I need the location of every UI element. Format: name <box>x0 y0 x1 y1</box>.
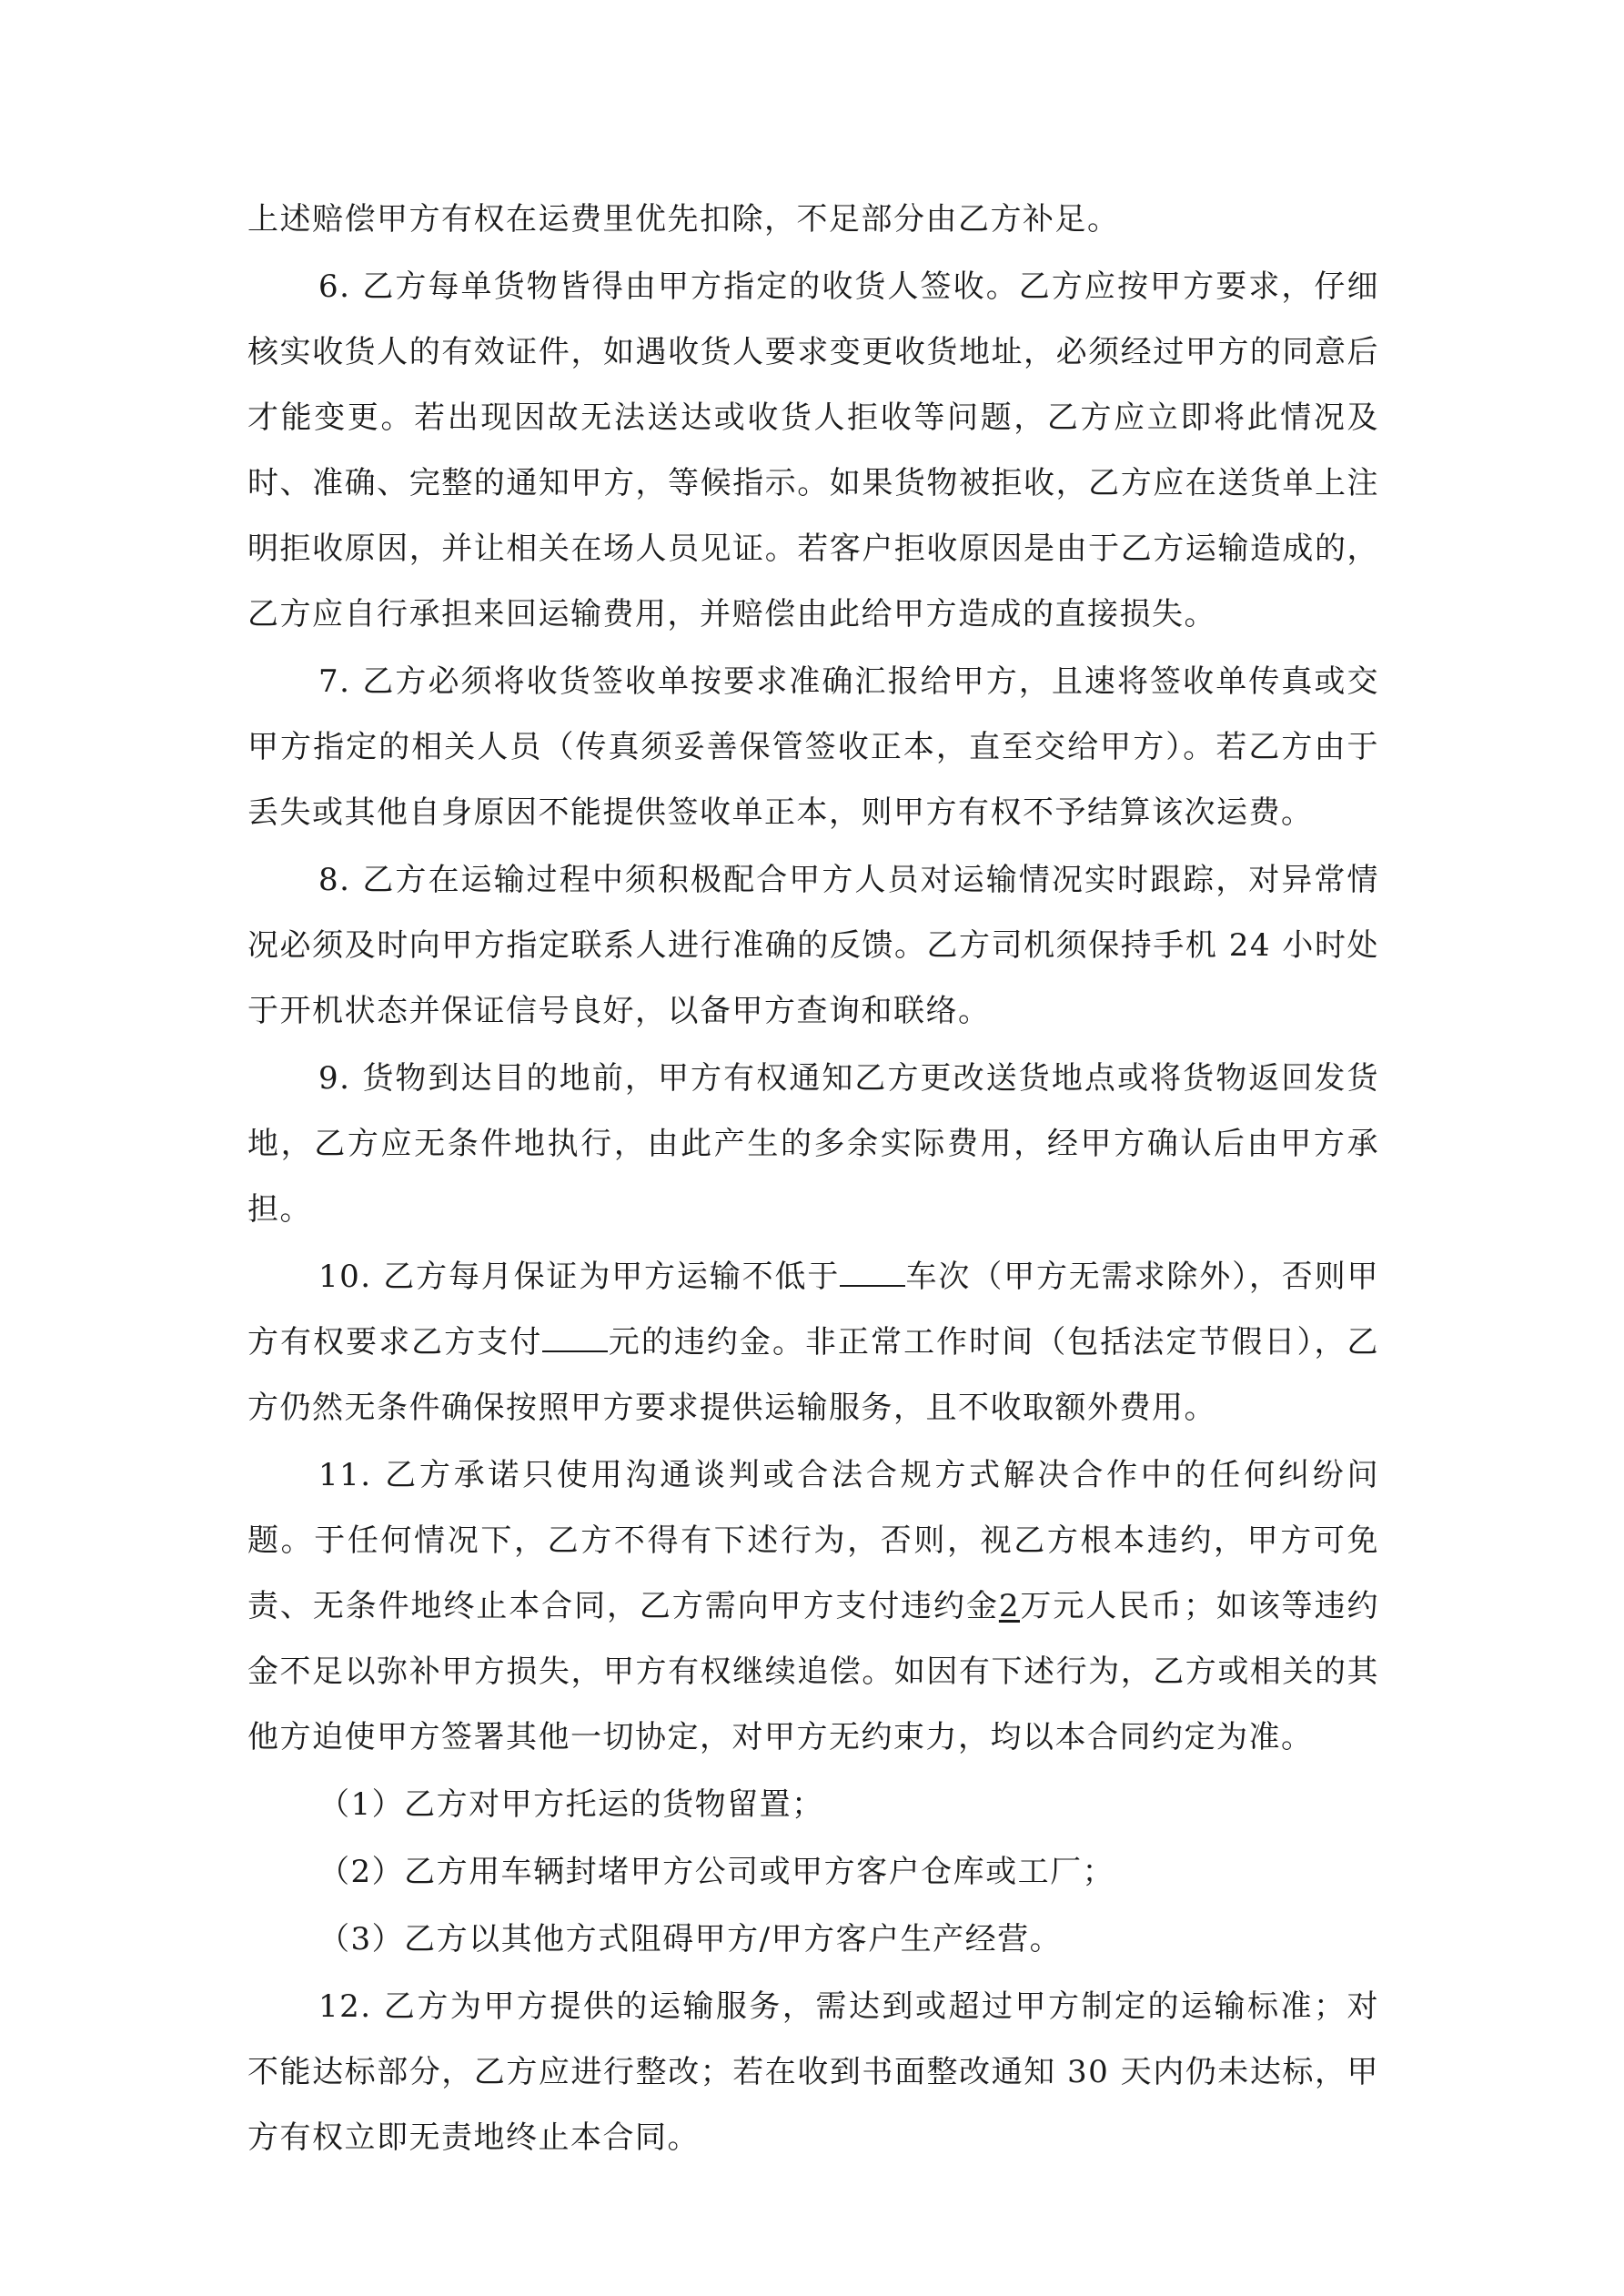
list-item: （3）乙方以其他方式阻碍甲方/甲方客户生产经营。 <box>318 1921 1063 1957</box>
clause-6: 6. 乙方每单货物皆得由甲方指定的收货人签收。乙方应按甲方要求，仔细核实收货人的有效证件，如遇收货人要求变更收货地址，必须经过甲方的同意后才能变更。若出现因故无法送达或收货人拒收等问题，乙方应立即将此情况及时、准确、完整的通知甲方，等候指示。如果货物被拒收，乙方应在送货单上注明拒收原因，并让相关在场人员见证。若客户拒收原因是由于乙方运输造成的，乙方应自行承担来回运输费用，并赔偿由此给甲方造成的直接损失。 <box>247 268 1379 632</box>
clause-7: 7. 乙方必须将收货签收单按要求准确汇报给甲方，且速将签收单传真或交甲方指定的相关人员（传真须妥善保管签收正本，直至交给甲方）。若乙方由于丢失或其他自身原因不能提供签收单正本，则甲方有权不予结算该次运费。 <box>247 663 1379 831</box>
clause-12: 12. 乙方为甲方提供的运输服务，需达到或超过甲方制定的运输标准；对不能达标部分，乙方应进行整改；若在收到书面整改通知 30 天内仍未达标，甲方有权立即无责地终止本合同。 <box>247 1988 1379 2156</box>
clause-11-text-2: 万元人民币；如该等违约金不足以弥补甲方损失，甲方有权继续追偿。如因有下述行为，乙方或相关的其他方迫使甲方签署其他一切协定，对甲方无约束力，均以本合同约定为准。 <box>247 1588 1379 1755</box>
clause-11-text-1: 11. 乙方承诺只使用沟通谈判或合法合规方式解决合作中的任何纠纷问题。于任何情况下，乙方不得有下述行为，否则，视乙方根本违约，甲方可免责、无条件地终止本合同，乙方需向甲方支付违约金 <box>247 1457 1379 1624</box>
clause-10-text-3: 元的违约金。非正常工作时间（包括法定节假日），乙方仍然无条件确保按照甲方要求提供运输服务，且不收取额外费用。 <box>247 1324 1380 1426</box>
contract-body <box>247 187 1379 2172</box>
trips-blank <box>840 1254 905 1287</box>
clause-10-text-1: 10. 乙方每月保证为甲方运输不低于 <box>318 1259 841 1295</box>
continuation-paragraph: 上述赔偿甲方有权在运费里优先扣除，不足部分由乙方补足。 <box>247 201 1120 238</box>
clause-10-text-2: 车次（甲方无需求除外），否则甲方有权要求乙方支付 <box>247 1259 1379 1360</box>
clause-8: 8. 乙方在运输过程中须积极配合甲方人员对运输情况实时跟踪，对异常情况必须及时向甲方指定联系人进行准确的反馈。乙方司机须保持手机 24 小时处于开机状态并保证信号良好，以备甲方查询和联络。 <box>247 862 1379 1029</box>
clause-11 <box>247 1442 1379 1770</box>
penalty-amount: 2 <box>998 1588 1021 1624</box>
list-item: （2）乙方用车辆封堵甲方公司或甲方客户仓库或工厂； <box>318 1854 1115 1890</box>
list-item: （1）乙方对甲方托运的货物留置； <box>318 1786 824 1823</box>
penalty-amount-blank <box>542 1320 608 1352</box>
clause-10 <box>247 1244 1379 1441</box>
clause-9: 9. 货物到达目的地前，甲方有权通知乙方更改送货地点或将货物返回发货地，乙方应无条件地执行，由此产生的多余实际费用，经甲方确认后由甲方承担。 <box>247 1060 1379 1228</box>
